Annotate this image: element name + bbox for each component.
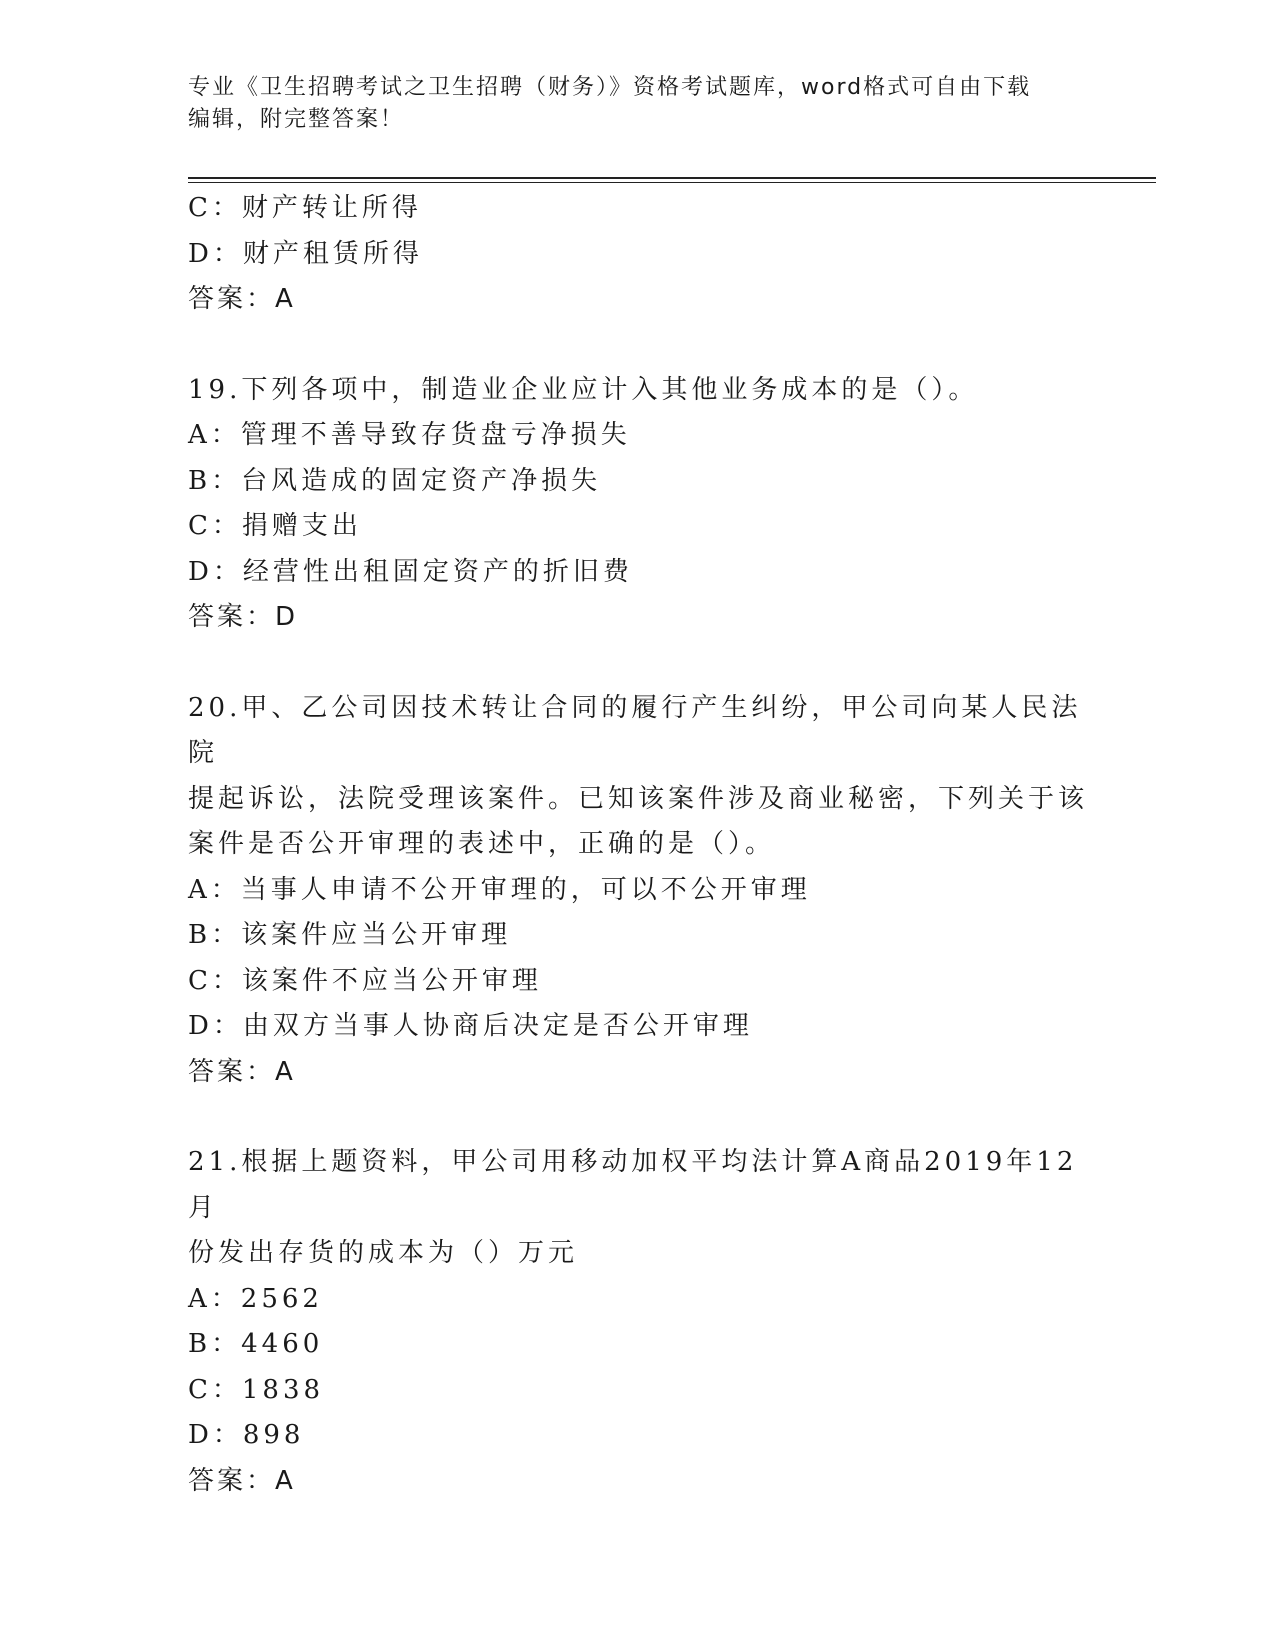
question-20 <box>188 686 1088 1096</box>
question-content <box>188 186 1088 1504</box>
option-b: B：4460 <box>188 1329 324 1359</box>
question-stem-line-2: 份发出存货的成本为（）万元 <box>188 1238 579 1268</box>
question-stem: 19.下列各项中，制造业企业应计入其他业务成本的是（）。 <box>188 374 979 405</box>
answer: 答案：A <box>188 1465 296 1496</box>
document-header <box>188 72 1088 136</box>
option-d: D：财产租赁所得 <box>188 238 423 269</box>
question-19 <box>188 368 1088 641</box>
option-a: A：管理不善导致存货盘亏净损失 <box>188 420 631 450</box>
option-b: B：台风造成的固定资产净损失 <box>188 465 602 496</box>
question-gap <box>188 1095 1088 1140</box>
option-c: C：该案件不应当公开审理 <box>188 965 542 996</box>
question-stem-line-2: 提起诉讼，法院受理该案件。已知该案件涉及商业秘密，下列关于该 <box>188 783 1089 814</box>
option-b: B：该案件应当公开审理 <box>188 920 512 950</box>
option-d: D：898 <box>188 1420 305 1450</box>
header-divider-thin <box>188 182 1156 183</box>
option-c: C：捐赠支出 <box>188 511 362 541</box>
question-stem-line-3: 案件是否公开审理的表述中，正确的是（）。 <box>188 829 776 859</box>
option-a: A：2562 <box>188 1283 323 1314</box>
option-c: C：1838 <box>188 1374 325 1405</box>
header-line-2: 编辑，附完整答案！ <box>188 107 405 132</box>
answer: 答案：D <box>188 602 299 632</box>
question-gap <box>188 641 1088 686</box>
answer: 答案：A <box>188 1056 296 1087</box>
question-stem-line-1: 20.甲、乙公司因技术转让合同的履行产生纠纷，甲公司向某人民法院 <box>188 692 1082 768</box>
option-d: D：经营性出租固定资产的折旧费 <box>188 556 633 587</box>
option-d: D：由双方当事人协商后决定是否公开审理 <box>188 1011 753 1041</box>
question-stem-line-1: 21.根据上题资料，甲公司用移动加权平均法计算A商品2019年12月 <box>188 1147 1078 1223</box>
answer: 答案：A <box>188 284 296 314</box>
header-divider-thick <box>188 177 1156 179</box>
question-18-tail <box>188 186 1088 323</box>
question-21 <box>188 1140 1088 1504</box>
header-line-1: 专业《卫生招聘考试之卫生招聘（财务）》资格考试题库，word格式可自由下载 <box>188 75 1032 100</box>
option-c: C：财产转让所得 <box>188 193 422 223</box>
option-a: A：当事人申请不公开审理的，可以不公开审理 <box>188 874 811 905</box>
question-gap <box>188 323 1088 368</box>
